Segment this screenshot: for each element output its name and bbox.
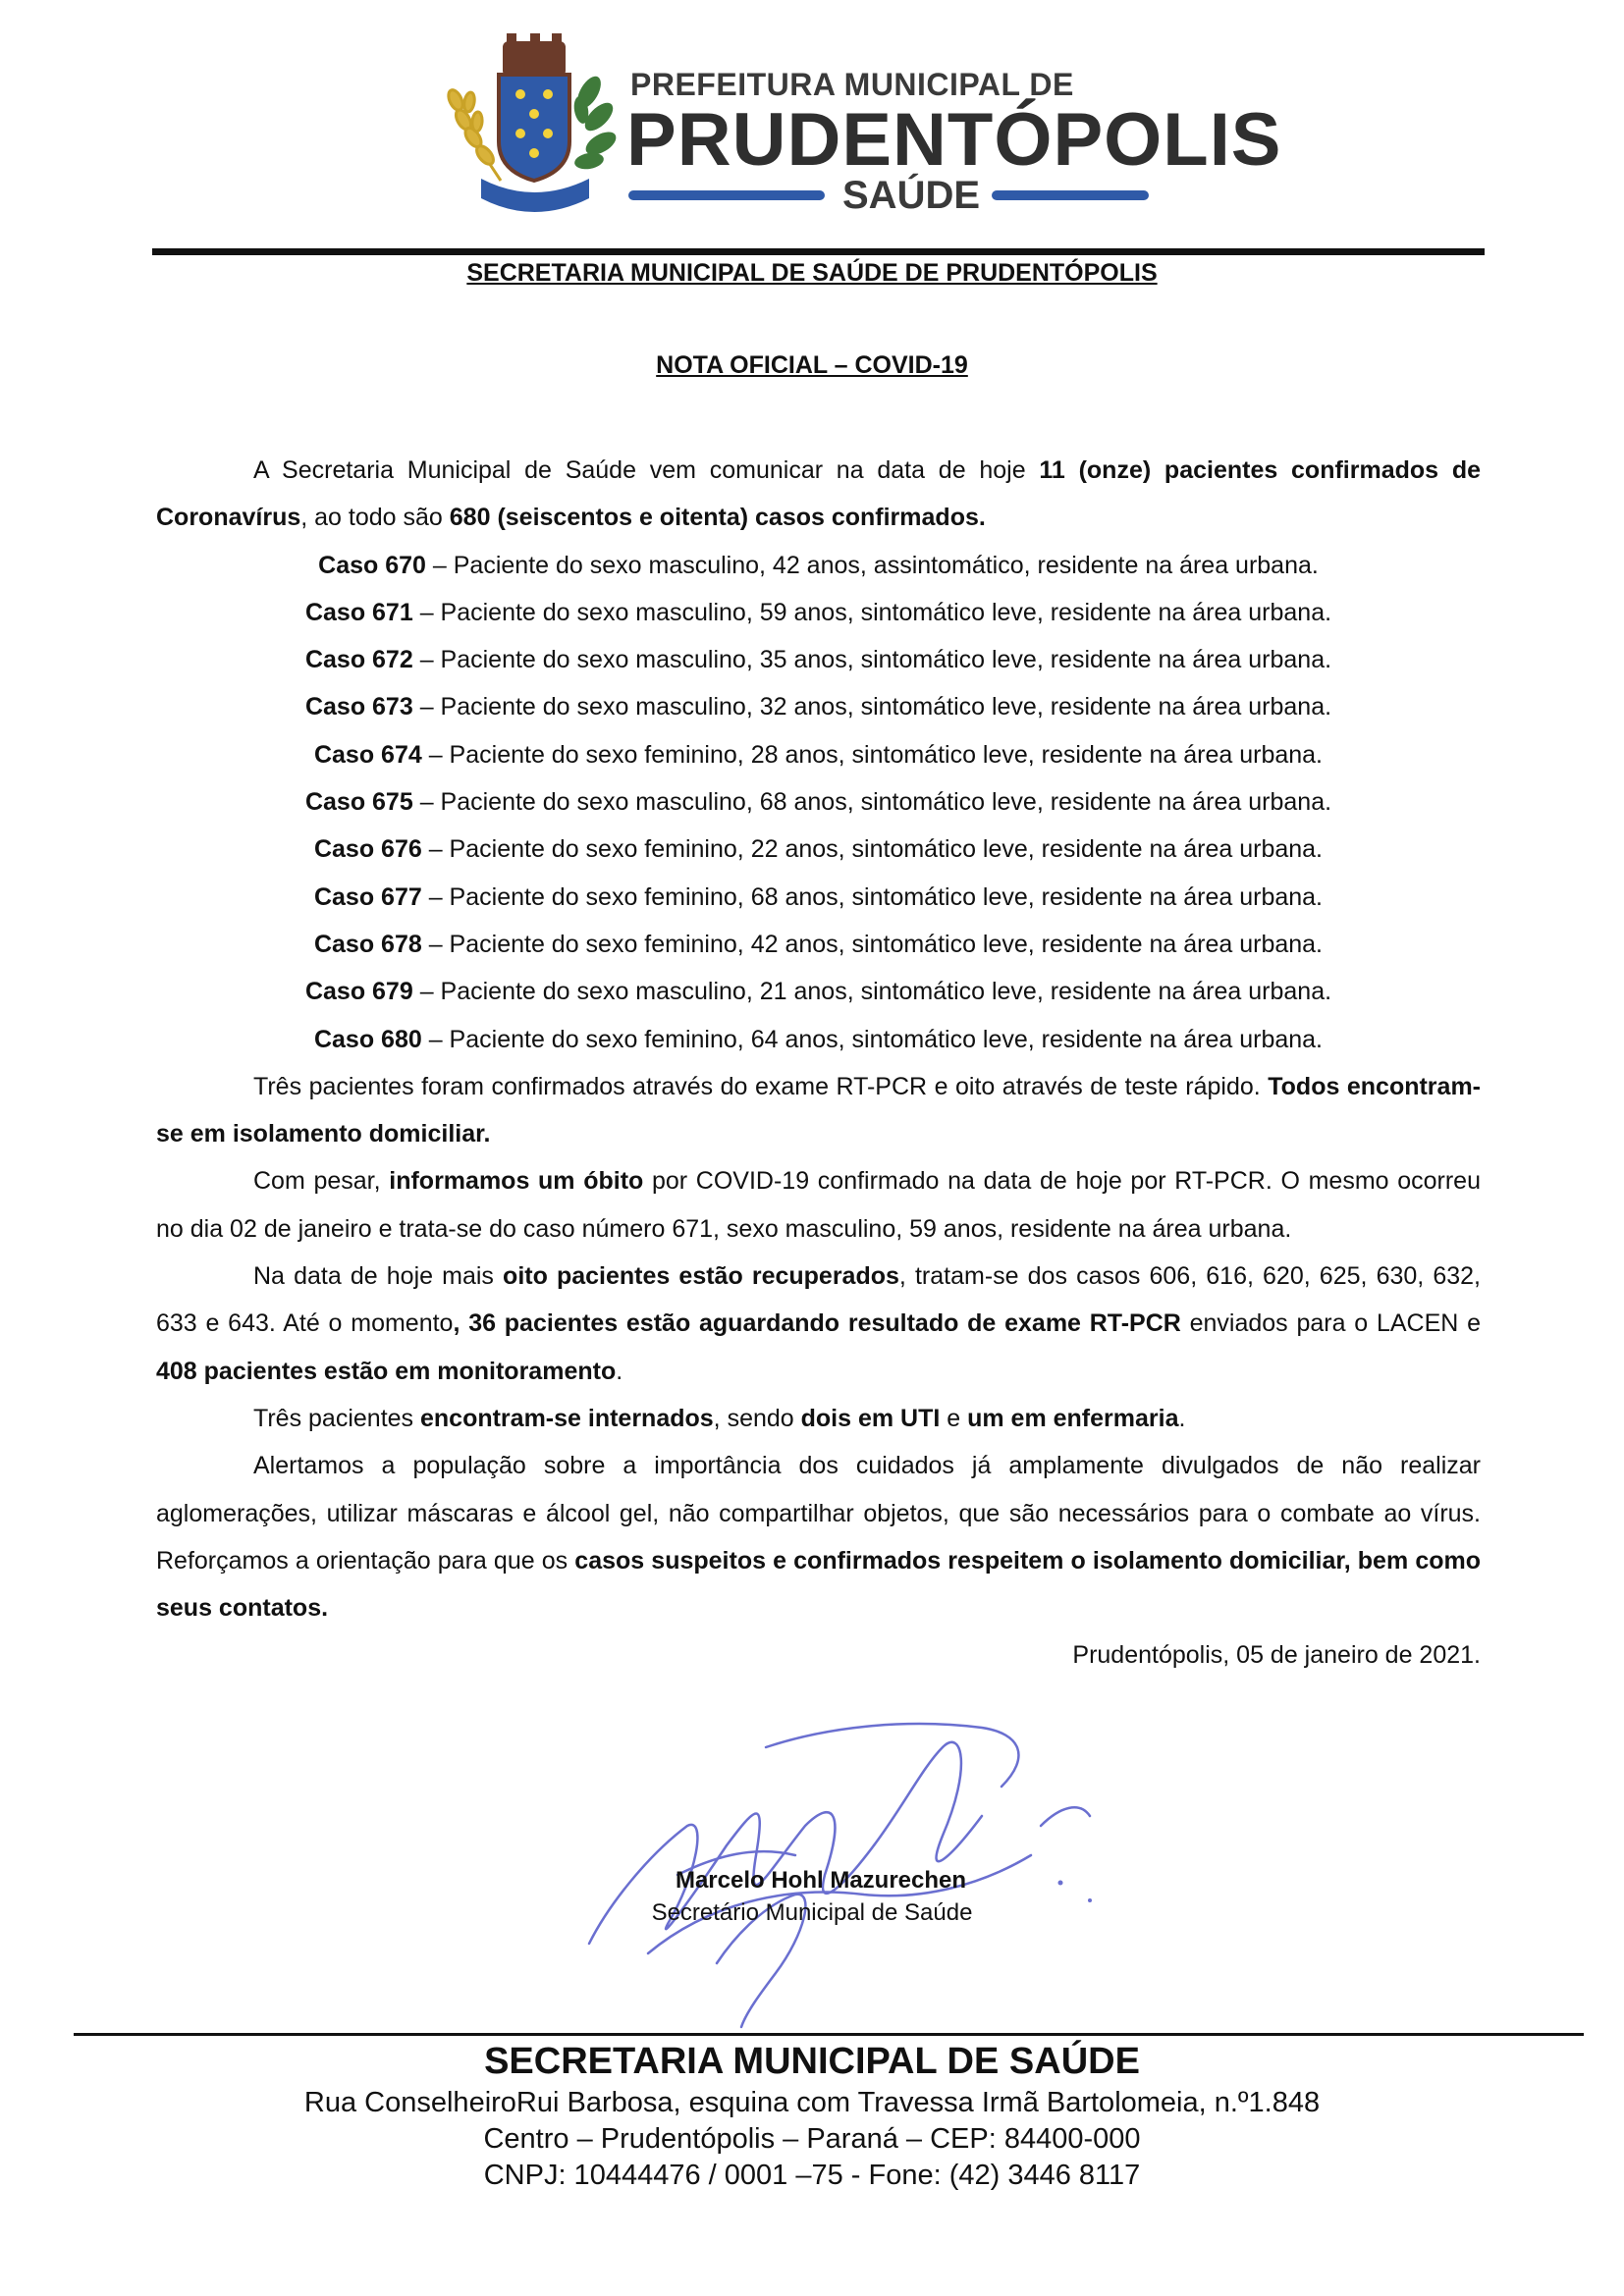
hospital-text: Três pacientes — [253, 1404, 420, 1432]
document-body — [156, 447, 1481, 1680]
footer-cnpj: CNPJ: 10444476 / 0001 –75 - Fone: (42) 3446 8117 — [483, 2160, 1141, 2191]
case-label: Caso 675 — [304, 788, 413, 817]
recovered-text: Na data de hoje mais — [253, 1262, 504, 1291]
logo-swoosh-left — [628, 190, 825, 200]
header-logo — [442, 33, 1282, 220]
hospital-text-2: , sendo — [713, 1404, 801, 1432]
case-text: – Paciente do sexo feminino, 22 anos, sintomático leve, residente na área urbana. — [421, 835, 1324, 864]
intro-text-2: , ao todo são — [300, 504, 450, 532]
case-line — [156, 683, 1481, 730]
recovered-bold-3: 408 pacientes estão em monitoramento — [156, 1357, 617, 1385]
hospital-text-3: e — [940, 1404, 968, 1432]
case-line — [156, 731, 1481, 778]
case-label: Caso 670 — [318, 551, 426, 579]
case-text: – Paciente do sexo masculino, 59 anos, sintomático leve, residente na área urbana. — [412, 598, 1332, 626]
case-text: – Paciente do sexo feminino, 68 anos, sintomático leve, residente na área urbana. — [421, 882, 1324, 911]
logo-swoosh-right — [992, 190, 1149, 200]
tests-paragraph — [156, 1063, 1481, 1158]
case-line — [156, 636, 1481, 683]
footer-city: Centro – Prudentópolis – Paraná – CEP: 84400-000 — [483, 2123, 1141, 2155]
case-label: Caso 672 — [304, 646, 413, 674]
recovered-text-3: enviados para o LACEN e — [1180, 1309, 1482, 1338]
case-label: Caso 677 — [313, 882, 422, 911]
logo-line1: PREFEITURA MUNICIPAL DE — [630, 67, 1074, 102]
signer-name: Marcelo Hohl Mazurechen — [675, 1867, 967, 1894]
recovered-text-4: . — [616, 1357, 623, 1385]
tests-bold: Todos encontram-se em isolamento domiciliar. — [156, 1072, 1481, 1148]
hospital-bold: encontram-se internados — [419, 1404, 714, 1432]
case-text: – Paciente do sexo feminino, 28 anos, sintomático leve, residente na área urbana. — [421, 740, 1324, 769]
hospital-paragraph — [156, 1395, 1481, 1442]
death-text: Com pesar, — [253, 1167, 390, 1196]
case-text: – Paciente do sexo masculino, 42 anos, assintomático, residente na área urbana. — [425, 551, 1319, 579]
case-label: Caso 674 — [313, 740, 422, 769]
case-line — [156, 542, 1481, 589]
alert-paragraph — [156, 1442, 1481, 1631]
intro-bold-2: 680 (seiscentos e oitenta) casos confirmados. — [449, 504, 986, 532]
signer-role: Secretário Municipal de Saúde — [651, 1899, 973, 1926]
document-heading: SECRETARIA MUNICIPAL DE SAÚDE DE PRUDENTÓPOLIS — [466, 259, 1158, 287]
hospital-bold-2: dois em UTI — [800, 1404, 941, 1432]
case-line — [156, 778, 1481, 826]
recovered-text-2: , tratam-se dos casos 606, 616, 620, 625, 630, 632, 633 e 643. Até o momento — [156, 1262, 1481, 1338]
death-text-2: por COVID-19 confirmado na data de hoje por RT-PCR. O mesmo ocorreu no dia 02 de janeiro e trata-se do caso número 671, sexo masculino, 59 anos, residente na área urbana. — [156, 1167, 1481, 1243]
header-divider — [152, 248, 1485, 255]
case-text: – Paciente do sexo feminino, 64 anos, sintomático leve, residente na área urbana. — [421, 1025, 1324, 1053]
case-line — [156, 826, 1481, 873]
case-label: Caso 680 — [313, 1025, 422, 1053]
recovered-paragraph — [156, 1253, 1481, 1395]
date-line: Prudentópolis, 05 de janeiro de 2021. — [1072, 1641, 1481, 1670]
hospital-bold-3: um em enfermaria — [967, 1404, 1179, 1432]
case-line — [156, 1016, 1481, 1063]
coat-of-arms-icon — [442, 33, 638, 220]
case-label: Caso 678 — [313, 930, 422, 958]
intro-text: A Secretaria Municipal de Saúde vem comunicar na data de hoje — [253, 456, 1040, 484]
footer-divider — [74, 2033, 1584, 2036]
tests-text: Três pacientes foram confirmados através do exame RT-PCR e oito através de teste rápido. — [253, 1072, 1269, 1100]
footer-address: Rua ConselheiroRui Barbosa, esquina com Travessa Irmã Bartolomeia, n.º1.848 — [303, 2087, 1321, 2118]
case-line — [156, 874, 1481, 921]
recovered-bold-2: , 36 pacientes estão aguardando resultado de exame RT-PCR — [453, 1309, 1181, 1338]
logo-title: PRUDENTÓPOLIS — [626, 98, 1282, 182]
case-text: – Paciente do sexo masculino, 68 anos, sintomático leve, residente na área urbana. — [412, 788, 1332, 817]
alert-text: Alertamos a população sobre a importância dos cuidados já amplamente divulgados de não realizar aglomerações, utilizar máscaras e álcool gel, não compartilhar objetos, que são necessários para o combate ao vírus. Reforçamos a orientação para que os — [156, 1452, 1481, 1575]
logo-line3: SAÚDE — [842, 174, 981, 217]
case-text: – Paciente do sexo feminino, 42 anos, sintomático leve, residente na área urbana. — [421, 930, 1324, 958]
case-label: Caso 671 — [304, 598, 413, 626]
case-line — [156, 589, 1481, 636]
case-line — [156, 921, 1481, 968]
intro-bold-1: 11 (onze) pacientes confirmados de Coronavírus — [156, 456, 1481, 532]
case-label: Caso 673 — [304, 693, 413, 721]
hospital-text-4: . — [1178, 1404, 1186, 1432]
alert-bold: casos suspeitos e confirmados respeitem o isolamento domiciliar, bem como seus contatos. — [156, 1546, 1481, 1623]
death-bold: informamos um óbito — [389, 1167, 644, 1196]
footer — [0, 2038, 1624, 2194]
signature-block — [0, 1864, 1624, 1929]
case-text: – Paciente do sexo masculino, 21 anos, sintomático leve, residente na área urbana. — [412, 978, 1332, 1006]
case-text: – Paciente do sexo masculino, 32 anos, sintomático leve, residente na área urbana. — [412, 693, 1332, 721]
footer-title: SECRETARIA MUNICIPAL DE SAÚDE — [484, 2041, 1140, 2082]
case-label: Caso 676 — [313, 835, 422, 864]
document-subheading: NOTA OFICIAL – COVID-19 — [656, 351, 968, 379]
case-line — [156, 968, 1481, 1015]
intro-paragraph — [156, 447, 1481, 542]
case-text: – Paciente do sexo masculino, 35 anos, sintomático leve, residente na área urbana. — [412, 646, 1332, 674]
case-label: Caso 679 — [304, 978, 413, 1006]
recovered-bold: oito pacientes estão recuperados — [503, 1262, 899, 1291]
death-paragraph — [156, 1157, 1481, 1253]
